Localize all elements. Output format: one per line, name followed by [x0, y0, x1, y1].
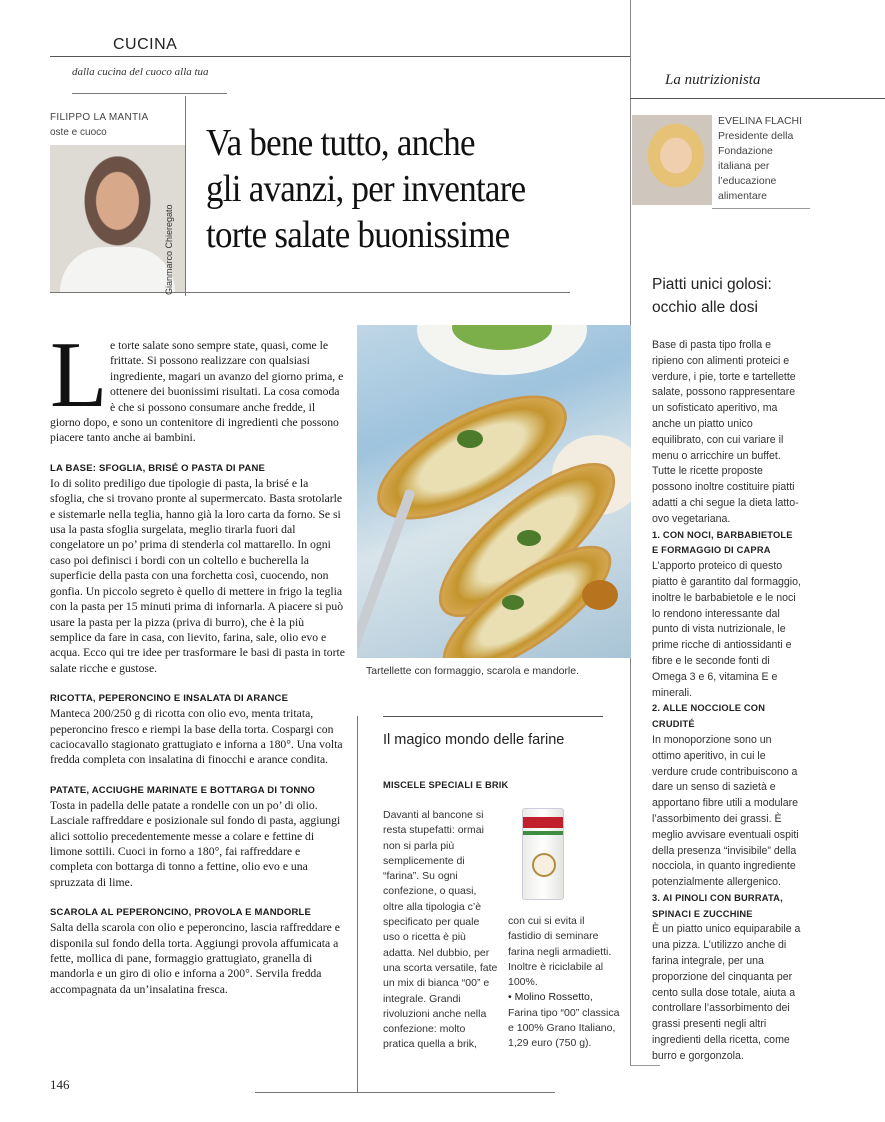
spinach-leaf — [517, 530, 541, 546]
nutritionist-role-line: italiana per — [718, 160, 770, 172]
author-name: FILIPPO LA MANTIA — [50, 112, 149, 123]
box-top-rule — [383, 716, 603, 717]
nutritionist-role-line: Presidente della — [718, 130, 794, 142]
headline-line: gli avanzi, per inventare — [206, 168, 526, 210]
recipe-text: Tosta in padella delle patate a rondelle con un po’ di olio. Lasciale raffreddare e posizionale sul fondo di pasta, aggiungi alici sottolio precedentemente messe a colare e fettine di limone sottili. Cuoci in forno a 180°, fai raffreddare e completa con bottarga di tonno a fettine, olio evo e una spruzzata di lime. — [50, 798, 341, 889]
article-body — [50, 323, 345, 997]
recipe-text: Salta della scarola con olio e peperoncino, lascia raffreddare e disponila sul fondo della torta. Aggiungi provola affumicata a fette, mollica di pane, formaggio grattugiato, granella di mandorla e un giro di olio e inforna a 200°. Servila fredda accompagnata da un’insalatina fresca. — [50, 921, 340, 996]
brand-band — [523, 817, 563, 828]
flour-brik-image — [522, 808, 564, 900]
headline-line: torte salate buonissime — [206, 214, 510, 256]
top-rule — [50, 56, 630, 57]
box-bottom-rule — [255, 1092, 555, 1093]
box-title: Il magico mondo delle farine — [383, 732, 565, 748]
sidebar-title — [652, 273, 852, 319]
page-number: 146 — [50, 1077, 70, 1092]
sidebar-body — [652, 338, 802, 1065]
nutritionist-bottom-rule — [712, 208, 810, 209]
spinach-leaf — [502, 595, 524, 610]
sidebar-bottom-rule — [630, 1065, 660, 1066]
sidebar-subhead — [652, 701, 802, 733]
product-seal-icon — [532, 853, 556, 877]
spinach-leaf — [457, 430, 483, 448]
chef-jacket — [60, 247, 175, 292]
headline-bottom-rule — [50, 292, 570, 293]
drop-cap: L — [50, 323, 108, 427]
nutritionist-role-line: alimentare — [718, 190, 768, 202]
sidebar-subhead-line: 2. ALLE NOCCIOLE CON CRUDITÉ — [652, 703, 766, 730]
recipe-text: Manteca 200/250 g di ricotta con olio evo, menta tritata, peperoncino fresco e riempi la base della torta. Cospargi con caciocavallo stagionato grattugiato e inforna a 180°. Una volta fredda completa con insalatina di finocchi e arance condita. — [50, 707, 343, 767]
product-description: Farina tipo “00” classica e 100% Grano Italiano, 1,29 euro (750 g). — [508, 1006, 620, 1050]
recipe-heading: PATATE, ACCIUGHE MARINATE E BOTTARGA DI TONNO — [50, 784, 316, 796]
tagline-rule — [72, 93, 227, 94]
box-subhead: MISCELE SPECIALI E BRIK — [383, 780, 509, 790]
tartlets-photo — [357, 325, 631, 658]
author-role: oste e cuoco — [50, 127, 107, 138]
sidebar-section-text: È un piatto unico equiparabile a una pizza. L’utilizzo anche di farina integrale, per una proporzione del cinquanta per cento sulla dose totale, aiuta a controllare l’assorbimento dei grassi presenti negli altri ingredienti della ricetta, come burro e gorgonzola. — [652, 923, 801, 1062]
sidebar-title-line: Piatti unici golosi: — [652, 276, 772, 293]
product-line: • Molino Rossetto, — [508, 991, 593, 1004]
croquette — [582, 580, 618, 610]
photo-caption: Tartellette con formaggio, scarola e mandorle. — [366, 665, 580, 677]
author-vertical-rule — [185, 96, 186, 296]
box-col2-text: con cui si evita il fastidio di seminare farina negli armadietti. Inoltre è riciclabile al 100%. — [508, 915, 612, 989]
sidebar-heading: La nutrizionista — [665, 72, 761, 88]
box-left-rule — [357, 716, 358, 1093]
headline-line: Va bene tutto, anche — [206, 122, 475, 164]
sidebar-section-text: L’apporto proteico di questo piatto è garantito dal formaggio, inoltre le barbabietole e le noci lo rendono interessante dal punto di vista nutrizionale, le prime ricche di antiossidanti e fibre e le seconde fonti di Omega 3 e 6, vitamina E e minerali. — [652, 560, 801, 699]
nutritionist-name: EVELINA FLACHI — [718, 115, 803, 127]
sidebar-subhead-line: SPINACI E ZUCCHINE — [652, 908, 753, 919]
sidebar-intro: Base di pasta tipo frolla e ripieno con alimenti proteici e verdure, i pie, torte e tartellette salate, possono rappresentare un sofisticato aperitivo, ma anche un piatto unico equilibrato, con cui variare il menu o arricchire un buffet. Tutte le ricette proposte possono inoltre costituire piatti adatti a chi segue la dieta latto-ovo vegetariana. — [652, 339, 799, 525]
nutritionist-role-line: Fondazione — [718, 145, 773, 157]
headline — [206, 120, 592, 258]
recipe-text: Io di solito prediligo due tipologie di pasta, la brisé e la sfoglia, che si trovano pronte al supermercato. Basta srotolarle e sistemarle nella teglia, hanno già la loro carta da forno. Se si usa la pasta sfoglia surgelata, meglio tirarla fuori dal congelatore un po’ prima di stenderla col mattarello. In ogni caso poi definisci i bordi con un coltello e bucherella la superficie della pasta con una forchetta così, cuocendo, non gonfia. Un piccolo segreto è quello di mettere in frigo la teglia con la pasta per 15 minuti prima di infornarla. A piacere si può usare la pasta per la pizza (priva di burro), che è la più semplice da fare in casa, con lievito, farina, sale, olio evo e acqua. Ecco qui tre idee per trasformare le basi di pasta in torte salate ricche e gustose. — [50, 476, 345, 675]
nutritionist-info — [718, 114, 828, 204]
article-intro: e torte salate sono sempre state, quasi, come le frittate. Si possono realizzare con qualsiasi ingrediente, magari un avanzo del giorno prima, e ottenere dei buonissimi risultati. La cosa comoda è che si possono consumare anche fredde, il giorno dopo, e sono un contenitore di ingredienti che possono piacere tanto anche ai bambini. — [50, 339, 344, 445]
recipe-heading: LA BASE: SFOGLIA, BRISÉ O PASTA DI PANE — [50, 462, 266, 474]
box-text-column: Davanti al bancone si resta stupefatti: ormai non si parla più semplicemente di “farina”. Su ogni confezione, o quasi, oltre alla tipologia c’è specificato per quale uso o ricetta è più adatta. Nel dubbio, per una scorta versatile, fate un mix di bianca “00” e integrale. Grandi rivoluzioni anche nella confezione: molto pratica quella a brik, — [383, 809, 498, 1051]
nutritionist-role-line: l’educazione — [718, 175, 777, 187]
sidebar-subhead — [652, 891, 802, 923]
column-tagline: dalla cucina del cuoco alla tua — [72, 66, 209, 78]
sidebar-subhead — [652, 528, 802, 560]
sidebar-subhead-line: 1. CON NOCI, BARBABIETOLE — [652, 529, 793, 540]
brand-stripe — [523, 831, 563, 835]
box-text-column-2 — [508, 914, 620, 1052]
sidebar-section-text: In monoporzione sono un ottimo aperitivo, in cui le verdure crude contribuiscono a dare un senso di sazietà e apportano fibre utili a modulare l’assorbimento dei grassi. È meglio avvisare eventuali ospiti della presenza “invisibile” della nocciola, in quanto ingrediente potenzialmente allergenico. — [652, 733, 799, 889]
sidebar-subhead-line: 3. AI PINOLI CON BURRATA, — [652, 892, 783, 903]
section-label: CUCINA — [113, 36, 178, 53]
nutritionist-photo — [632, 115, 712, 205]
photo-credit: Gianmarco Chieregato — [164, 204, 174, 295]
sidebar-subhead-line: E FORMAGGIO DI CAPRA — [652, 545, 771, 556]
sidebar-top-rule — [630, 98, 885, 99]
recipe-heading: SCAROLA AL PEPERONCINO, PROVOLA E MANDORLE — [50, 907, 312, 919]
recipe-heading: RICOTTA, PEPERONCINO E INSALATA DI ARANCE — [50, 693, 289, 705]
sidebar-title-line: occhio alle dosi — [652, 299, 758, 316]
